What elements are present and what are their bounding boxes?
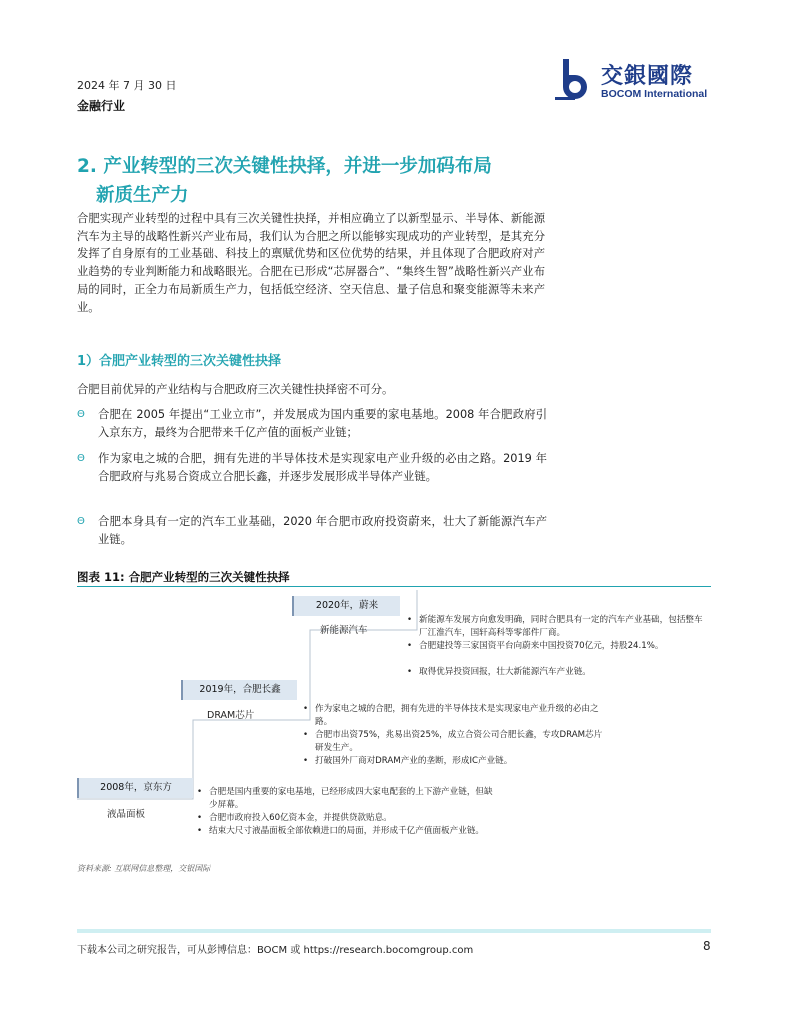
list-item: Θ 合肥在 2005 年提出“工业立市”，并发展成为国内重要的家电基地。2008 年合肥政府引入京东方，最终为合肥带来千亿产值的面板产业链； [77,408,547,439]
figure-source: 资料来源: 互联网信息整理，交银国际 [77,864,211,873]
footer-divider [77,929,711,933]
bullet-circle-icon: Θ [77,409,85,420]
bullet-circle-icon: Θ [77,516,85,527]
list-item: • 合肥建投等三家国资平台向蔚来中国投资70亿元，持股24.1%。 [407,641,664,651]
section-title-line-1: 2. 产业转型的三次关键性抉择，并进一步加码布局 [77,156,492,177]
list-item: • 作为家电之城的合肥，拥有先进的半导体技术是实现家电产业升级的必由之路。 [303,704,599,727]
staircase-diagram [77,590,711,860]
subsection-intro: 合肥目前优异的产业结构与合肥政府三次关键性抉择密不可分。 [77,383,394,396]
report-date: 2024 年 7 月 30 日 [77,79,177,92]
footer-text: 下载本公司之研究报告，可从彭博信息：BOCM 或 https://research.bocomgroup.com [77,945,474,956]
figure-title: 图表 11: 合肥产业转型的三次关键性抉择 [77,570,290,584]
milestone-2019-sub: DRAM芯片 [207,710,255,721]
list-item: • 合肥市出资75%，兆易出资25%，成立合资公司合肥长鑫，专攻DRAM芯片研发生产。 [303,730,603,753]
section-title [77,152,547,210]
page-number: 8 [703,939,711,953]
milestone-2008-sub: 液晶面板 [107,809,146,820]
list-item: Θ 作为家电之城的合肥，拥有先进的半导体技术是实现家电产业升级的必由之路。2019 年合肥政府与兆易合资成立合肥长鑫，并逐步发展形成半导体产业链。 [77,452,547,483]
list-item: • 合肥是国内重要的家电基地，已经形成四大家电配套的上下游产业链，但缺少屏幕。 [197,787,493,810]
bocom-logo-mark-icon [553,57,593,103]
list-item: Θ 合肥本身具有一定的汽车工业基础，2020 年合肥市政府投资蔚来，壮大了新能源汽车产业链。 [77,515,547,546]
list-item: • 结束大尺寸液晶面板全部依赖进口的局面，并形成千亿产值面板产业链。 [197,826,485,836]
list-item: • 新能源车发展方向愈发明确，同时合肥具有一定的汽车产业基础，包括整车厂江淮汽车，国轩高科等零部件厂商。 [407,615,703,638]
section-paragraph: 合肥实现产业转型的过程中具有三次关键性抉择，并相应确立了以新型显示、半导体、新能源汽车为主导的战略性新兴产业布局，我们认为合肥之所以能够实现成功的产业转型，是其充分发挥了自身原有的工业基础、科技上的禀赋优势和区位优势的结果，并且体现了合肥政府对产业趋势的专业判断能力和战略眼光。合肥在已形成“芯屏器合”、“集终生智”战略性新兴产业布局的同时，正全力布局新质生产力，包括低空经济、空天信息、量子信息和聚变能源等未来产业。 [77,212,545,314]
list-item: • 取得优异投资回报，壮大新能源汽车产业链。 [407,667,591,677]
list-item: • 合肥市政府投入60亿资本金，并提供贷款贴息。 [197,813,392,823]
list-item: • 打破国外厂商对DRAM产业的垄断，形成IC产业链。 [303,756,513,766]
subsection-title: 1）合肥产业转型的三次关键性抉择 [77,354,282,369]
industry-label: 金融行业 [77,99,126,113]
milestone-2020: 2020年，蔚来 [292,596,400,616]
milestone-2019: 2019年，合肥长鑫 [181,680,297,700]
bocom-logo [553,57,723,105]
logo-name-cn: 交銀國際 [601,64,694,89]
bullet-circle-icon: Θ [77,453,85,464]
section-title-line-2: 新质生产力 [96,185,189,206]
logo-name-en: BOCOM International [601,88,708,100]
figure-divider [77,586,711,587]
milestone-2020-sub: 新能源汽车 [320,625,368,636]
milestone-2008: 2008年，京东方 [77,778,193,798]
